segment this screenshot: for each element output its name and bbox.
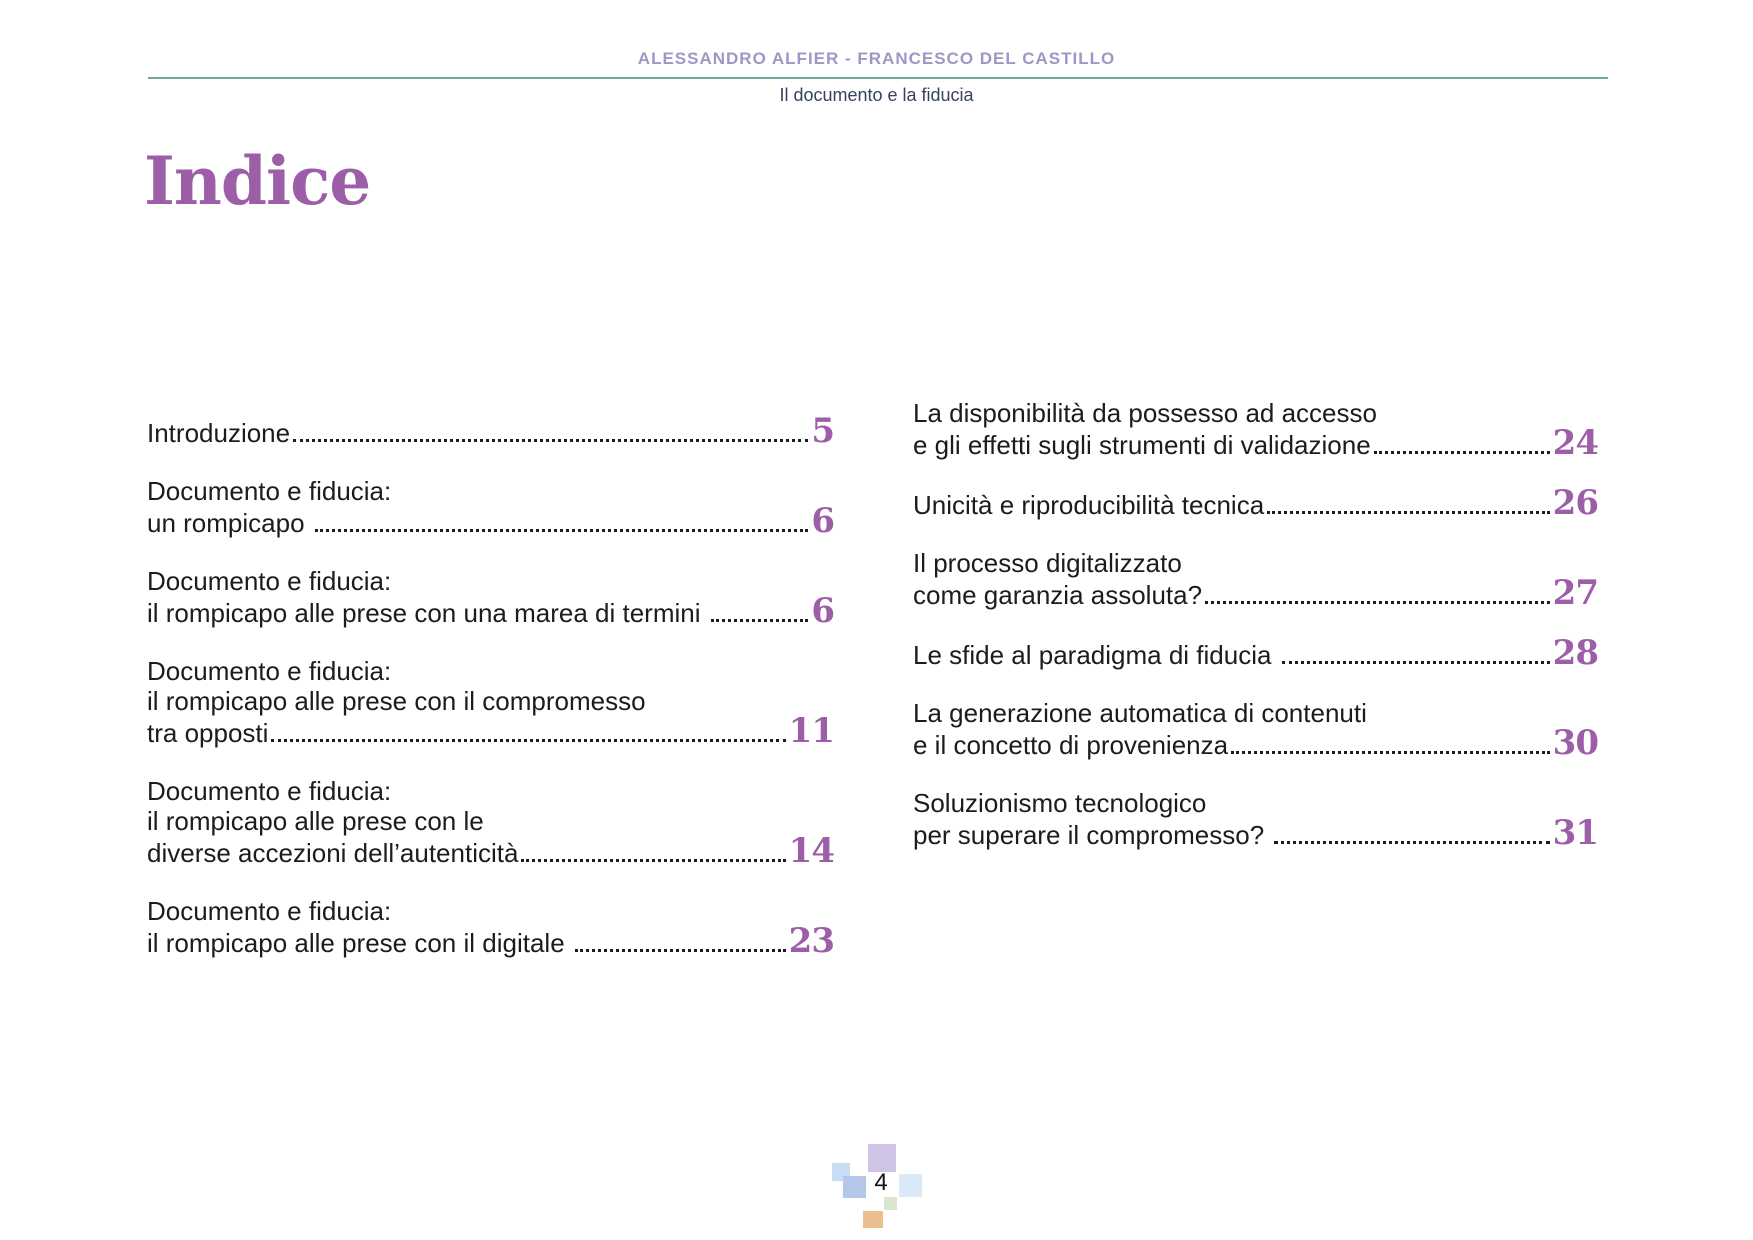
toc-entry-line: il rompicapo alle prese con le xyxy=(147,806,484,836)
deco-square-blue-right xyxy=(899,1174,922,1197)
dotted-leader xyxy=(1274,841,1549,844)
toc-entry-last-line xyxy=(913,423,1598,463)
dotted-leader xyxy=(1205,601,1550,604)
header-rule xyxy=(148,77,1608,79)
toc-entry-line: Documento e fiducia: xyxy=(147,776,392,806)
toc-column-right xyxy=(913,398,1598,878)
toc-page-number: 26 xyxy=(1552,483,1598,523)
toc-entry-last-line xyxy=(913,633,1598,673)
toc-page-number: 14 xyxy=(788,831,834,871)
toc-entry[interactable] xyxy=(147,411,834,451)
dotted-leader xyxy=(293,439,808,442)
toc-entry-text: il rompicapo alle prese con il digitale xyxy=(147,928,572,958)
toc-entry[interactable] xyxy=(147,896,834,961)
toc-entry[interactable] xyxy=(913,788,1598,853)
dotted-leader xyxy=(1282,661,1550,664)
header-book-title: Il documento e la fiducia xyxy=(779,85,974,105)
toc-column-left xyxy=(147,411,834,986)
toc-entry[interactable] xyxy=(913,548,1598,613)
deco-square-lavender xyxy=(868,1144,896,1172)
toc-entry-last-line xyxy=(147,831,834,871)
page-title: Indice xyxy=(144,142,371,220)
dotted-leader xyxy=(271,739,785,742)
toc-page-number: 5 xyxy=(811,411,834,451)
toc-entry-line: il rompicapo alle prese con il compromesso xyxy=(147,686,646,716)
dotted-leader xyxy=(315,529,809,532)
toc-entry-last-line xyxy=(913,483,1598,523)
dotted-leader xyxy=(711,619,809,622)
toc-entry[interactable] xyxy=(913,633,1598,673)
toc-entry-line: La disponibilità da possesso ad accesso xyxy=(913,398,1377,428)
toc-entry[interactable] xyxy=(147,566,834,631)
toc-entry-last-line xyxy=(913,723,1598,763)
toc-entry-text: e il concetto di provenienza xyxy=(913,730,1229,760)
toc-entry-text: Unicità e riproducibilità tecnica xyxy=(913,490,1265,520)
toc-entry-line: Documento e fiducia: xyxy=(147,656,392,686)
toc-entry-line: Documento e fiducia: xyxy=(147,476,392,506)
toc-page-number: 27 xyxy=(1552,573,1598,613)
dotted-leader xyxy=(1267,511,1550,514)
toc-page-number: 30 xyxy=(1552,723,1598,763)
toc-entry-text: tra opposti xyxy=(147,718,269,748)
toc-entry[interactable] xyxy=(913,698,1598,763)
deco-square-tan xyxy=(863,1211,883,1228)
toc-page-number: 6 xyxy=(811,501,834,541)
toc-entry-last-line xyxy=(147,411,834,451)
header-authors: ALESSANDRO ALFIER - FRANCESCO DEL CASTILLO xyxy=(637,49,1116,68)
toc-entry-text: come garanzia assoluta? xyxy=(913,580,1203,610)
toc-entry-text: diverse accezioni dell’autenticità xyxy=(147,838,519,868)
toc-entry-line: Soluzionismo tecnologico xyxy=(913,788,1207,818)
toc-entry[interactable] xyxy=(913,398,1598,463)
toc-entry[interactable] xyxy=(147,476,834,541)
toc-entry-line: Documento e fiducia: xyxy=(147,896,392,926)
toc-entry[interactable] xyxy=(913,483,1598,523)
toc-page-number: 23 xyxy=(788,921,834,961)
dotted-leader xyxy=(1231,751,1550,754)
deco-square-green xyxy=(884,1197,897,1210)
toc-entry-text: un rompicapo xyxy=(147,508,312,538)
dotted-leader xyxy=(575,949,786,952)
toc-entry-text: Le sfide al paradigma di fiducia xyxy=(913,640,1279,670)
toc-entry[interactable] xyxy=(147,656,834,751)
toc-entry-last-line xyxy=(147,921,834,961)
toc-entry-line: La generazione automatica di contenuti xyxy=(913,698,1367,728)
toc-page-number: 28 xyxy=(1552,633,1598,673)
toc-page-number: 11 xyxy=(788,711,834,751)
toc-page-number: 24 xyxy=(1552,423,1598,463)
dotted-leader xyxy=(1374,451,1550,454)
dotted-leader xyxy=(521,859,785,862)
toc-page-number: 6 xyxy=(811,591,834,631)
page-number: 4 xyxy=(874,1169,888,1196)
toc-entry-last-line xyxy=(147,711,834,751)
toc-entry-line: Documento e fiducia: xyxy=(147,566,392,596)
toc-entry-last-line xyxy=(147,501,834,541)
toc-entry-last-line xyxy=(913,573,1598,613)
toc-entry-last-line xyxy=(913,813,1598,853)
toc-entry-line: Il processo digitalizzato xyxy=(913,548,1182,578)
deco-square-blue-medium xyxy=(843,1176,866,1198)
toc-entry-text: per superare il compromesso? xyxy=(913,820,1272,850)
toc-entry-text: e gli effetti sugli strumenti di validazione xyxy=(913,430,1371,460)
toc-entry-text: Introduzione xyxy=(147,418,291,448)
toc-entry[interactable] xyxy=(147,776,834,871)
toc-page-number: 31 xyxy=(1552,813,1598,853)
toc-entry-last-line xyxy=(147,591,834,631)
toc-entry-text: il rompicapo alle prese con una marea di termini xyxy=(147,598,708,628)
